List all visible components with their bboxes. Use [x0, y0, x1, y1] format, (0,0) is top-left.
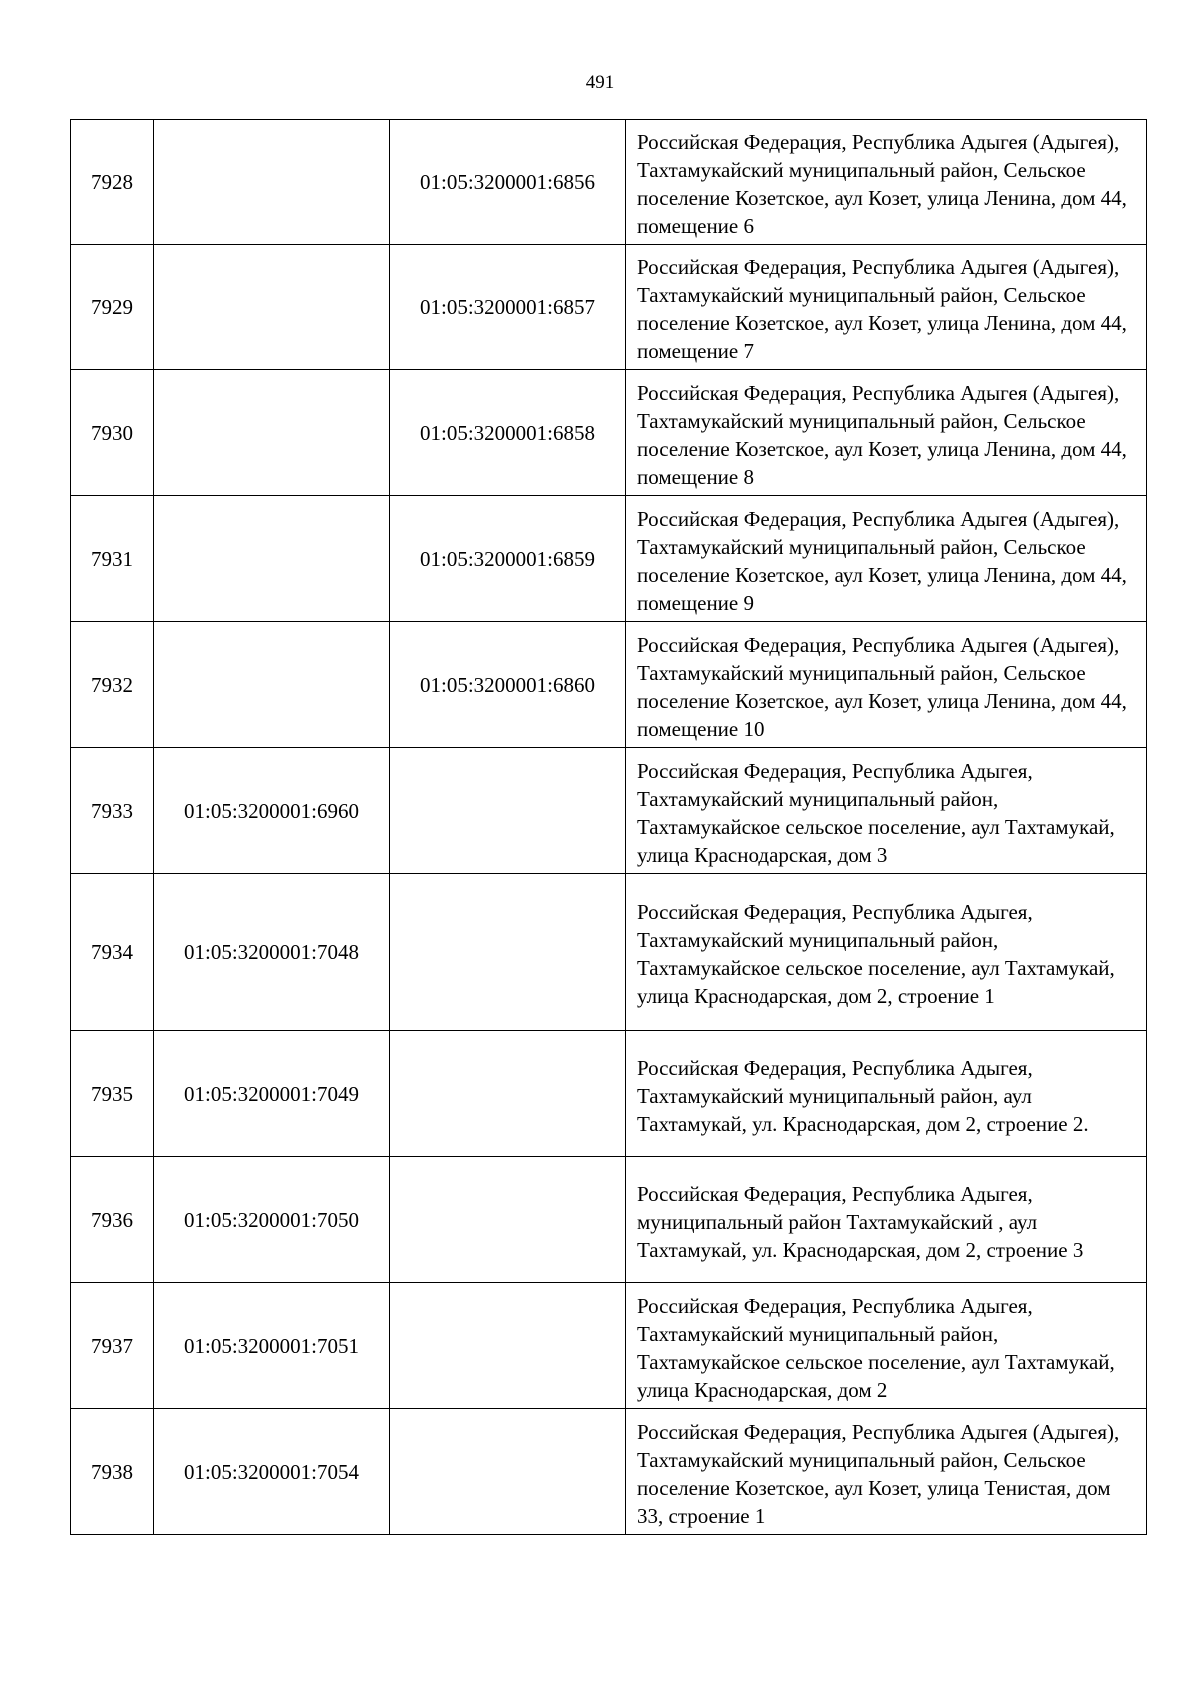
- row-number: 7937: [71, 1283, 154, 1409]
- parent-cadastral-number: 01:05:3200001:7049: [154, 1031, 390, 1157]
- parent-cadastral-number: 01:05:3200001:7051: [154, 1283, 390, 1409]
- row-number: 7932: [71, 622, 154, 748]
- parent-cadastral-number: [154, 370, 390, 496]
- address: Российская Федерация, Республика Адыгея (Адыгея), Тахтамукайский муниципальный район, Сельское поселение Козетское, аул Козет, улица Ленина, дом 44, помещение 10: [626, 622, 1147, 748]
- cadastral-number: 01:05:3200001:6860: [390, 622, 626, 748]
- address: Российская Федерация, Республика Адыгея, Тахтамукайский муниципальный район, Тахтамукайское сельское поселение, аул Тахтамукай, улица Краснодарская, дом 2, строение 1: [626, 874, 1147, 1031]
- address: Российская Федерация, Республика Адыгея (Адыгея), Тахтамукайский муниципальный район, Сельское поселение Козетское, аул Козет, улица Тенистая, дом 33, строение 1: [626, 1409, 1147, 1535]
- row-number: 7938: [71, 1409, 154, 1535]
- address: Российская Федерация, Республика Адыгея, Тахтамукайский муниципальный район, аул Тахтамукай, ул. Краснодарская, дом 2, строение 2.: [626, 1031, 1147, 1157]
- parent-cadastral-number: 01:05:3200001:7054: [154, 1409, 390, 1535]
- parent-cadastral-number: 01:05:3200001:7050: [154, 1157, 390, 1283]
- table-row: [71, 370, 1147, 496]
- row-number: 7934: [71, 874, 154, 1031]
- parent-cadastral-number: 01:05:3200001:6960: [154, 748, 390, 874]
- page-number: 491: [585, 72, 615, 93]
- parent-cadastral-number: [154, 120, 390, 245]
- row-number: 7936: [71, 1157, 154, 1283]
- row-number: 7929: [71, 245, 154, 370]
- address: Российская Федерация, Республика Адыгея (Адыгея), Тахтамукайский муниципальный район, Сельское поселение Козетское, аул Козет, улица Ленина, дом 44, помещение 7: [626, 245, 1147, 370]
- cadastral-number: [390, 1283, 626, 1409]
- table-row: [71, 748, 1147, 874]
- cadastral-number: [390, 748, 626, 874]
- address: Российская Федерация, Республика Адыгея (Адыгея), Тахтамукайский муниципальный район, Сельское поселение Козетское, аул Козет, улица Ленина, дом 44, помещение 6: [626, 120, 1147, 245]
- cadastral-number: 01:05:3200001:6856: [390, 120, 626, 245]
- parent-cadastral-number: [154, 496, 390, 622]
- registry-table: [70, 119, 1147, 1535]
- table-row: [71, 245, 1147, 370]
- table-row: [71, 120, 1147, 245]
- address: Российская Федерация, Республика Адыгея (Адыгея), Тахтамукайский муниципальный район, Сельское поселение Козетское, аул Козет, улица Ленина, дом 44, помещение 9: [626, 496, 1147, 622]
- cadastral-number: 01:05:3200001:6859: [390, 496, 626, 622]
- row-number: 7933: [71, 748, 154, 874]
- address: Российская Федерация, Республика Адыгея, муниципальный район Тахтамукайский , аул Тахтамукай, ул. Краснодарская, дом 2, строение 3: [626, 1157, 1147, 1283]
- parent-cadastral-number: [154, 622, 390, 748]
- table-row: [71, 1157, 1147, 1283]
- address: Российская Федерация, Республика Адыгея (Адыгея), Тахтамукайский муниципальный район, Сельское поселение Козетское, аул Козет, улица Ленина, дом 44, помещение 8: [626, 370, 1147, 496]
- table-row: [71, 874, 1147, 1031]
- parent-cadastral-number: [154, 245, 390, 370]
- cadastral-number: [390, 874, 626, 1031]
- table-row: [71, 622, 1147, 748]
- cadastral-number: [390, 1031, 626, 1157]
- row-number: 7935: [71, 1031, 154, 1157]
- cadastral-number: [390, 1409, 626, 1535]
- row-number: 7931: [71, 496, 154, 622]
- table-row: [71, 1409, 1147, 1535]
- cadastral-number: 01:05:3200001:6858: [390, 370, 626, 496]
- table-row: [71, 496, 1147, 622]
- address: Российская Федерация, Республика Адыгея, Тахтамукайский муниципальный район, Тахтамукайское сельское поселение, аул Тахтамукай, улица Краснодарская, дом 2: [626, 1283, 1147, 1409]
- cadastral-number: 01:05:3200001:6857: [390, 245, 626, 370]
- address: Российская Федерация, Республика Адыгея, Тахтамукайский муниципальный район, Тахтамукайское сельское поселение, аул Тахтамукай, улица Краснодарская, дом 3: [626, 748, 1147, 874]
- parent-cadastral-number: 01:05:3200001:7048: [154, 874, 390, 1031]
- row-number: 7928: [71, 120, 154, 245]
- table-row: [71, 1031, 1147, 1157]
- cadastral-number: [390, 1157, 626, 1283]
- table-row: [71, 1283, 1147, 1409]
- row-number: 7930: [71, 370, 154, 496]
